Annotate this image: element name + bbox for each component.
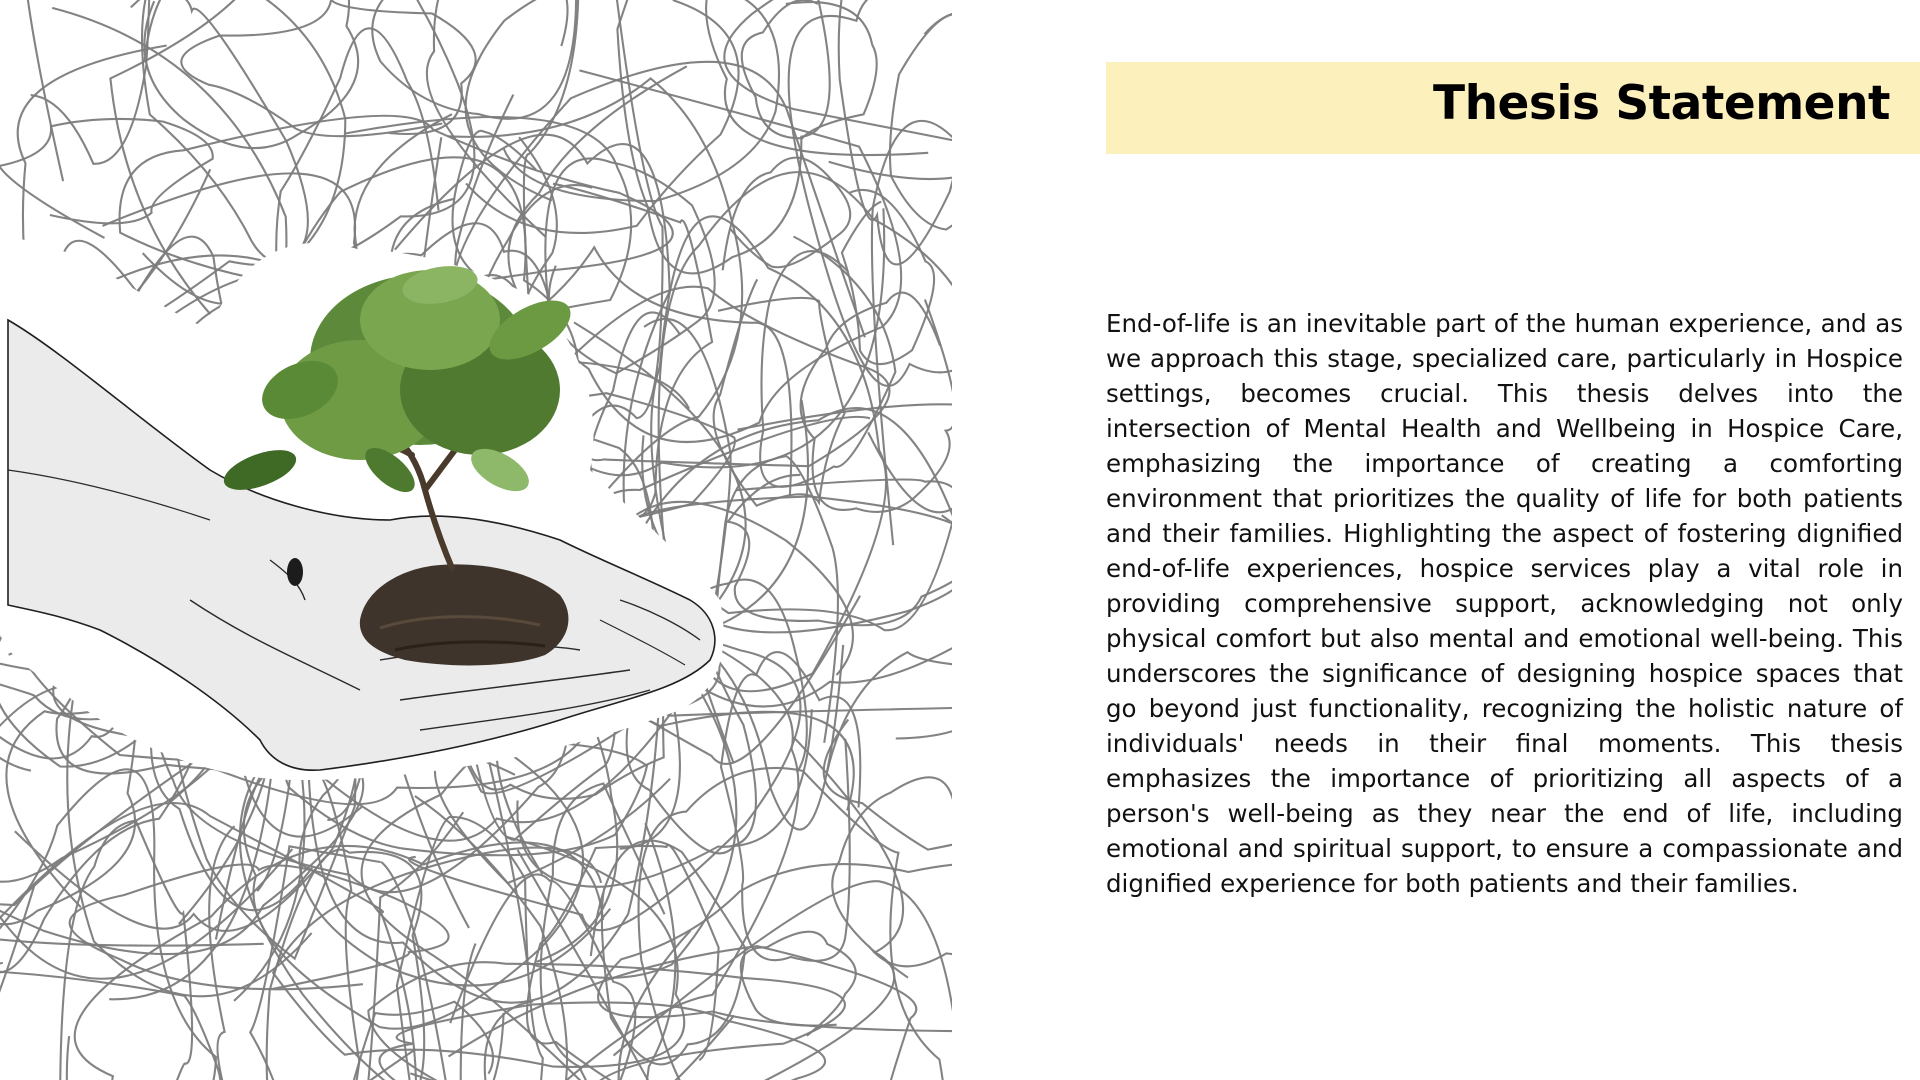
thesis-paragraph: End-of-life is an inevitable part of the human experience, and as we approach this stage, specialized care, particularly in Hospice settings, becomes crucial. This thesis delves into the intersection of Mental Health and Wellbeing in Hospice Care, emphasizing the importance of creating a comforting environment that prioritizes the quality of life for both patients and their families. Highlighting the aspect of fostering dignified end-of-life experiences, hospice services play a vital role in providing comprehensive support, acknowledging not only physical comfort but also mental and emotional well-being. This underscores the significance of designing hospice spaces that go beyond just functionality, recognizing the holistic nature of individuals' needs in their final moments. This thesis emphasizes the importance of prioritizing all aspects of a person's well-being as they near the end of life, including emotional and spiritual support, to ensure a compassionate and dignified experience for both patients and their families. [1106, 309, 1903, 898]
slide-title: Thesis Statement [1433, 76, 1890, 131]
hand-with-sapling-image [0, 0, 952, 1080]
title-banner [1106, 62, 1920, 154]
illustration-panel [0, 0, 952, 1080]
